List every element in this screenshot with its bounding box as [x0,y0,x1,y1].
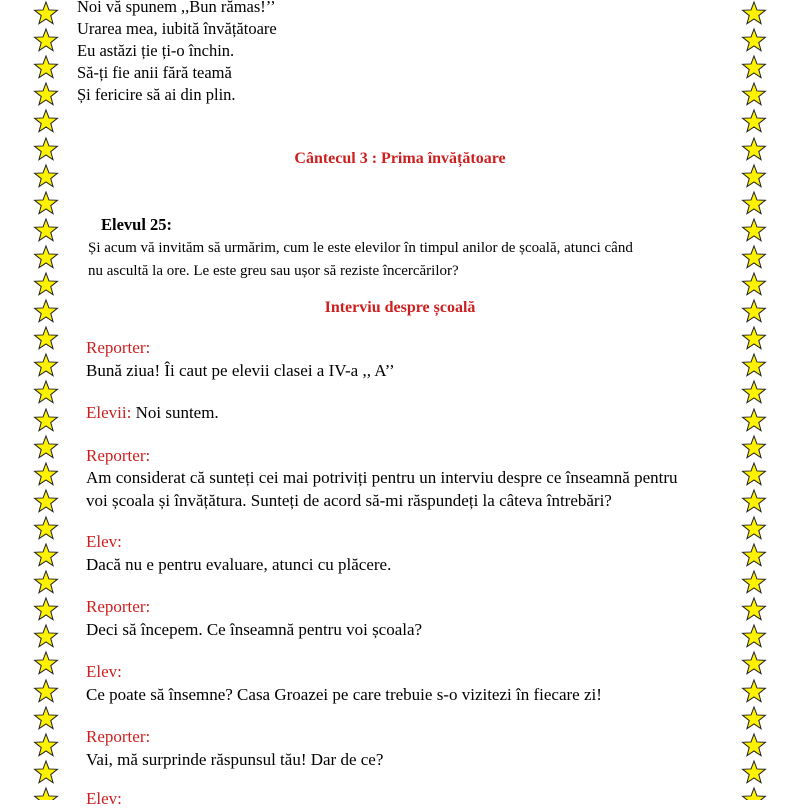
poem-line-1: Noi vă spunem ,,Bun rămas!’’ [77,0,276,16]
star-icon [740,0,768,27]
star-icon [740,705,768,732]
star-icon [740,732,768,759]
dialogue-line: Deci să începem. Ce înseamnă pentru voi școala? [86,620,423,639]
star-icon [32,786,60,800]
dialogue-line: Am considerat că sunteți cei mai potriviți pentru un interviu despre ce înseamnă pentru [86,468,678,487]
dialogue-line: Bună ziua! Îi caut pe elevii clasei a IV-a ,, A’’ [86,361,395,380]
reporter-label: Reporter: [86,446,151,465]
elevii-text: Noi suntem. [131,403,219,422]
star-icon [32,217,60,244]
star-icon [740,244,768,271]
star-icon [740,325,768,352]
reporter-label: Reporter: [86,597,151,616]
star-icon [32,190,60,217]
elev-label: Elev: [86,662,122,681]
star-icon [740,488,768,515]
poem-line-5: Și fericire să ai din plin. [77,85,236,104]
elevii-label: Elevii: [86,403,132,422]
star-icon [32,244,60,271]
dialogue-line: Vai, mă surprinde răspunsul tău! Dar de ce? [86,750,384,769]
speaker-label: Elevul 25: [101,215,173,234]
reporter-label: Reporter: [86,727,151,746]
star-icon [32,623,60,650]
star-icon [740,678,768,705]
elevii-response [86,403,219,423]
star-icon [740,108,768,135]
star-icon [740,190,768,217]
star-icon [740,27,768,54]
star-icon [740,217,768,244]
left-star-border [32,0,60,800]
star-icon [740,379,768,406]
star-icon [32,325,60,352]
dialogue-line: Ce poate să însemne? Casa Groazei pe care trebuie s-o vizitezi în fiecare zi! [86,685,602,704]
star-icon [740,271,768,298]
star-icon [740,515,768,542]
star-icon [32,54,60,81]
elev-label-partial: Elev: [86,789,122,808]
star-icon [32,678,60,705]
intro-line-1: Și acum vă invităm să urmărim, cum le este elevilor în timpul anilor de școală, atunci când [88,240,633,256]
star-icon [740,569,768,596]
star-icon [740,81,768,108]
star-icon [32,732,60,759]
star-icon [32,515,60,542]
star-icon [740,542,768,569]
dialogue-line: voi școala și învățătura. Sunteți de acord să-mi răspundeți la câteva întrebări? [86,491,612,510]
star-icon [32,352,60,379]
star-icon [740,623,768,650]
star-icon [32,488,60,515]
poem-line-2: Urarea mea, iubită învățătoare [77,19,277,38]
star-icon [740,786,768,800]
star-icon [32,705,60,732]
star-icon [32,27,60,54]
star-icon [32,542,60,569]
star-icon [32,650,60,677]
star-icon [32,108,60,135]
star-icon [32,569,60,596]
star-icon [32,0,60,27]
reporter-label: Reporter: [86,338,151,357]
star-icon [740,759,768,786]
star-icon [32,407,60,434]
poem-line-4: Să-ți fie anii fără teamă [77,63,232,82]
star-icon [32,759,60,786]
star-icon [740,407,768,434]
star-icon [32,461,60,488]
star-icon [740,54,768,81]
poem-line-3: Eu astăzi ție ți-o închin. [77,41,235,60]
star-icon [740,434,768,461]
elev-label: Elev: [86,532,122,551]
star-icon [32,379,60,406]
dialogue-line: Dacă nu e pentru evaluare, atunci cu plăcere. [86,555,392,574]
star-icon [740,352,768,379]
right-star-border [740,0,768,800]
star-icon [32,434,60,461]
star-icon [32,81,60,108]
star-icon [32,271,60,298]
song-heading: Cântecul 3 : Prima învățătoare [294,150,506,167]
interview-heading: Interviu despre școală [324,299,476,316]
star-icon [740,461,768,488]
star-icon [32,596,60,623]
star-icon [740,596,768,623]
intro-line-2: nu ascultă la ore. Le este greu sau ușor să reziste încercărilor? [88,263,459,279]
star-icon [740,650,768,677]
